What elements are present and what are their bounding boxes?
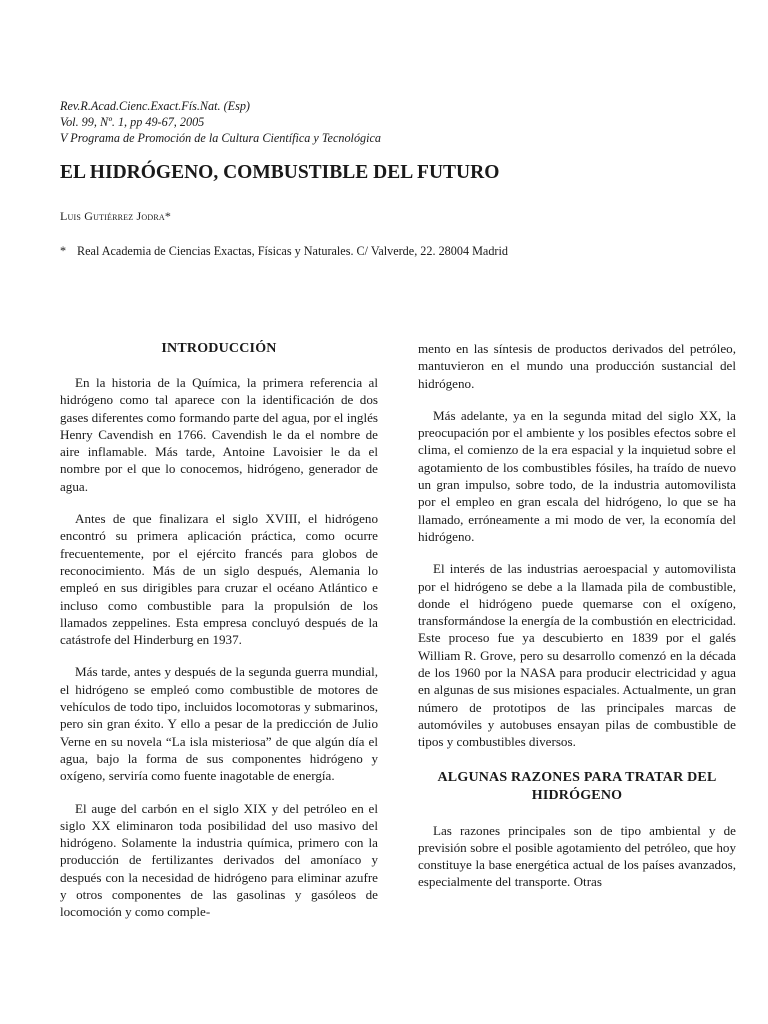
paragraph: Más adelante, ya en la segunda mitad del siglo XX, la preocupación por el ambiente y los posibles efectos sobre el clima, el comienzo de la era espacial y la inquietud sobre el agotamiento de los combustibles fósiles, ha traído de nuevo un gran impulso, sobre todo, de la industria automovilista por el empleo en gran escala del hidrógeno, lo que se ha llamado, erróneamente a mi modo de ver, la economía del hidrógeno.	[418, 407, 736, 544]
paragraph: Más tarde, antes y después de la segunda guerra mundial, el hidrógeno se empleó como combustible de motores de vehículos de todo tipo, incluidos locomotoras y submarinos, pero sin gran éxito. Y ello a pesar de la predicción de Julio Verne en su novela “La isla misteriosa” de que algún día el agua, bajo la forma de sus componentes hidrógeno y oxígeno, serviría como fuente inagotable de energía.	[60, 664, 378, 784]
right-column	[418, 340, 736, 906]
section-heading-introduccion: INTRODUCCIÓN	[161, 341, 277, 356]
journal-program: V Programa de Promoción de la Cultura Científica y Tecnológica	[60, 131, 382, 145]
author-name: Luis Gutiérrez Jodra*	[60, 209, 172, 223]
paragraph-continued: mento en las síntesis de productos derivados del petróleo, mantuvieron en el mundo una producción sustancial del hidrógeno.	[418, 341, 736, 391]
journal-name: Rev.R.Acad.Cienc.Exact.Fís.Nat. (Esp)	[60, 99, 250, 113]
affiliation-marker: *	[60, 244, 67, 258]
affiliation-text: Real Academia de Ciencias Exactas, Físicas y Naturales. C/ Valverde, 22. 28004 Madrid	[77, 244, 508, 258]
paragraph: En la historia de la Química, la primera referencia al hidrógeno como tal aparece con la identificación de dos gases diferentes como formando parte del agua, por el inglés Henry Cavendish en 1766. Cavendish le da el nombre de aire inflamable. Más tarde, Antoine Lavoisier le da el nombre por el que lo conocemos, hidrógeno, generador de agua.	[60, 375, 378, 494]
left-column	[60, 340, 378, 936]
paragraph: Las razones principales son de tipo ambiental y de previsión sobre el posible agotamiento del petróleo, que hoy constituye la base energética actual de los países avanzados, especialmente del transporte. Otras	[418, 822, 736, 890]
paragraph: El auge del carbón en el siglo XIX y del petróleo en el siglo XX eliminaron toda posibilidad del uso masivo del hidrógeno. Solamente la industria química, primero con la producción de fertilizantes derivados del amoníaco y después con la necesidad de hidrógeno para eliminar azufre y otros componentes de las gasolinas y gasóleos de locomoción y como comple-	[60, 800, 378, 920]
journal-citation	[60, 98, 381, 146]
section-heading-razones: ALGUNAS RAZONES PARA TRATAR DEL HIDRÓGENO	[437, 769, 717, 803]
author-affiliation	[60, 244, 508, 259]
article-title: EL HIDRÓGENO, COMBUSTIBLE DEL FUTURO	[60, 162, 500, 183]
paragraph: Antes de que finalizara el siglo XVIII, el hidrógeno encontró su primera aplicación práctica, como ocurre frecuentemente, por el ejército francés para globos de reconocimiento. Más de un siglo después, Alemania lo empleó en sus dirigibles para cruzar el océano Atlántico e incluso como combustible para la propulsión de los llamados zeppelines. Esta empresa concluyó después de la catástrofe del Hinderburg en 1937.	[60, 511, 378, 648]
journal-volume: Vol. 99, Nº. 1, pp 49-67, 2005	[60, 115, 205, 129]
paragraph: El interés de las industrias aeroespacial y automovilista por el hidrógeno se debe a la llamada pila de combustible, donde el hidrógeno puede quemarse con el oxígeno, transformándose la energía de la combustión en electricidad. Este proceso fue ya descubierto en 1839 por el galés William R. Grove, pero su desarrollo comenzó en la década de los 1960 por la NASA para producir electricidad y agua en algunas de sus misiones espaciales. Actualmente, un gran número de prototipos de las principales marcas de automóviles y autobuses ensayan pilas de combustible de tipos y combustibles diversos.	[418, 561, 736, 750]
